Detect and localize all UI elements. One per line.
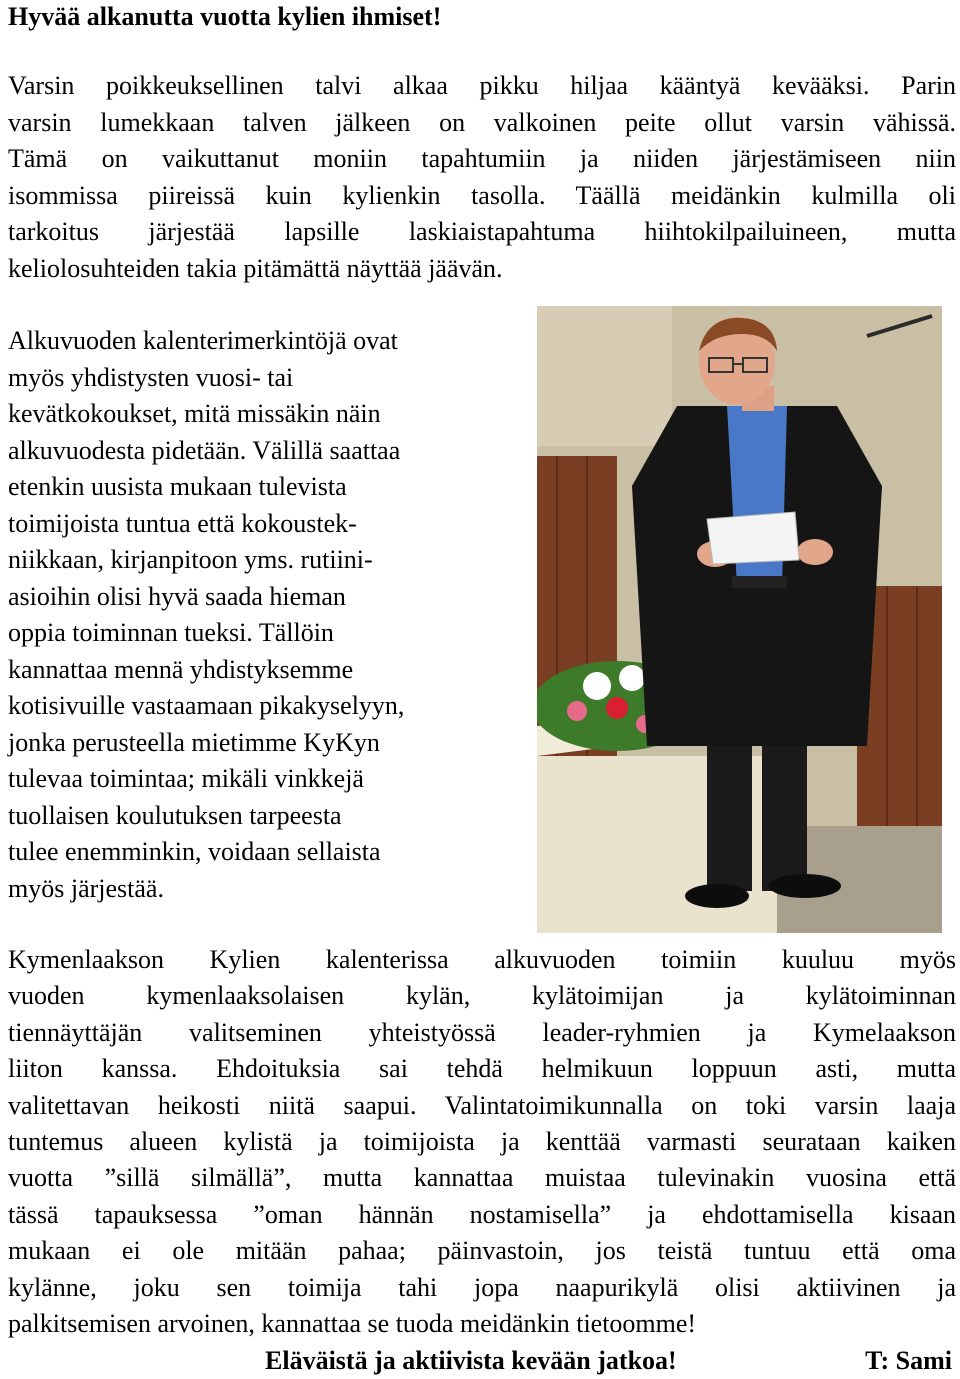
text-line: liiton kanssa. Ehdoituksia sai tehdä helmikuun loppuun asti, mutta [8,1054,956,1084]
article-title: Hyvää alkanutta vuotta kylien ihmiset! [8,2,442,31]
text-line: tiennäyttäjän valitseminen yhteistyössä leader-ryhmien ja Kymelaakson [8,1017,956,1047]
belt [732,576,787,588]
text-line: vuoden kymenlaaksolaisen kylän, kylätoimijan ja kylätoiminnan [8,981,956,1011]
text-line: tuntemus alueen kylistä ja toimijoista ja kenttää varmasti seurataan kaiken [8,1126,956,1156]
text-line: myös yhdistysten vuosi- tai [8,362,294,392]
right-hand [797,539,833,565]
text-line: tässä tapauksessa ”oman hännän nostamisella” ja ehdottamisella kisaan [8,1199,956,1229]
left-shoe [685,884,749,908]
closing-greeting: Eläväistä ja aktiivista kevään jatkoa! [265,1346,677,1375]
text-line: Kymenlaakson Kylien kalenterissa alkuvuoden toimiin kuuluu myös [8,945,956,974]
right-leg [762,726,807,891]
text-line: mukaan ei ole mitään pahaa; päinvastoin, jos teistä tuntuu että oma [8,1236,956,1266]
text-line: etenkin uusista mukaan tulevista [8,472,347,501]
author-signature: T: Sami [865,1346,952,1375]
text-line: keliolosuhteiden takia pitämättä näyttää jäävän. [8,253,503,283]
text-line: valitettavan heikosti niitä saapui. Valintatoimikunnalla on toki varsin laaja [8,1090,956,1120]
text-line: Alkuvuoden kalenterimerkintöjä ovat [8,326,398,355]
text-line: kannattaa mennä yhdistyksemme [8,654,354,684]
speaker-photo [537,306,942,933]
text-line: jonka perusteella mietimme KyKyn [8,727,380,757]
text-line: kylänne, joku sen toimija tahi jopa naapurikylä olisi aktiivinen ja [8,1272,956,1302]
text-line: varsin lumekkaan talven jälkeen on valkoinen peite ollut varsin vähissä. [8,107,956,137]
text-line: niikkaan, kirjanpitoon yms. rutiini- [8,545,373,574]
white-flower [583,672,611,700]
paper-sheet [707,512,799,564]
text-line: tulee enemminkin, voidaan sellaista [8,837,381,866]
white-flower [619,665,645,691]
meetings-paragraph [8,323,528,907]
intro-paragraph [8,68,956,288]
text-line: tuollaisen koulutuksen tarpeesta [8,800,342,830]
text-line: palkitsemisen arvoinen, kannattaa se tuoda meidänkin tietoomme! [8,1308,697,1338]
text-line: Tämä on vaikuttanut moniin tapahtumiin ja niiden järjestämiseen niin [8,144,956,174]
text-line: toimijoista tuntua että kokoustek- [8,508,357,538]
text-line: Varsin poikkeuksellinen talvi alkaa pikku hiljaa kääntyä kevääksi. Parin [8,71,956,100]
right-shoe [769,874,841,898]
text-line: vuotta ”sillä silmällä”, mutta kannattaa muistaa tulevinakin vuosina että [8,1163,956,1193]
wall-upper-left [537,306,672,446]
text-line: tarkoitus järjestää lapsille laskiaistapahtuma hiihtokilpailuineen, mutta [8,217,956,247]
text-line: oppia toiminnan tueksi. Tällöin [8,618,334,647]
text-line: tulevaa toimintaa; mikäli vinkkejä [8,764,364,793]
closing-line [0,1343,960,1379]
text-line: myös järjestää. [8,873,164,903]
speaker-illustration [537,306,942,933]
text-line: alkuvuodesta pidetään. Välillä saattaa [8,435,401,465]
award-paragraph [8,942,956,1342]
text-line: kotisivuille vastaamaan pikakyselyyn, [8,691,405,720]
red-flower [606,697,628,719]
text-line: isommissa piireissä kuin kylienkin tasolla. Täällä meidänkin kulmilla oli [8,180,956,210]
text-line: kevätkokoukset, mitä missäkin näin [8,399,381,428]
left-leg [707,726,752,891]
text-line: asioihin olisi hyvä saada hieman [8,581,346,611]
pink-flower [567,701,587,721]
